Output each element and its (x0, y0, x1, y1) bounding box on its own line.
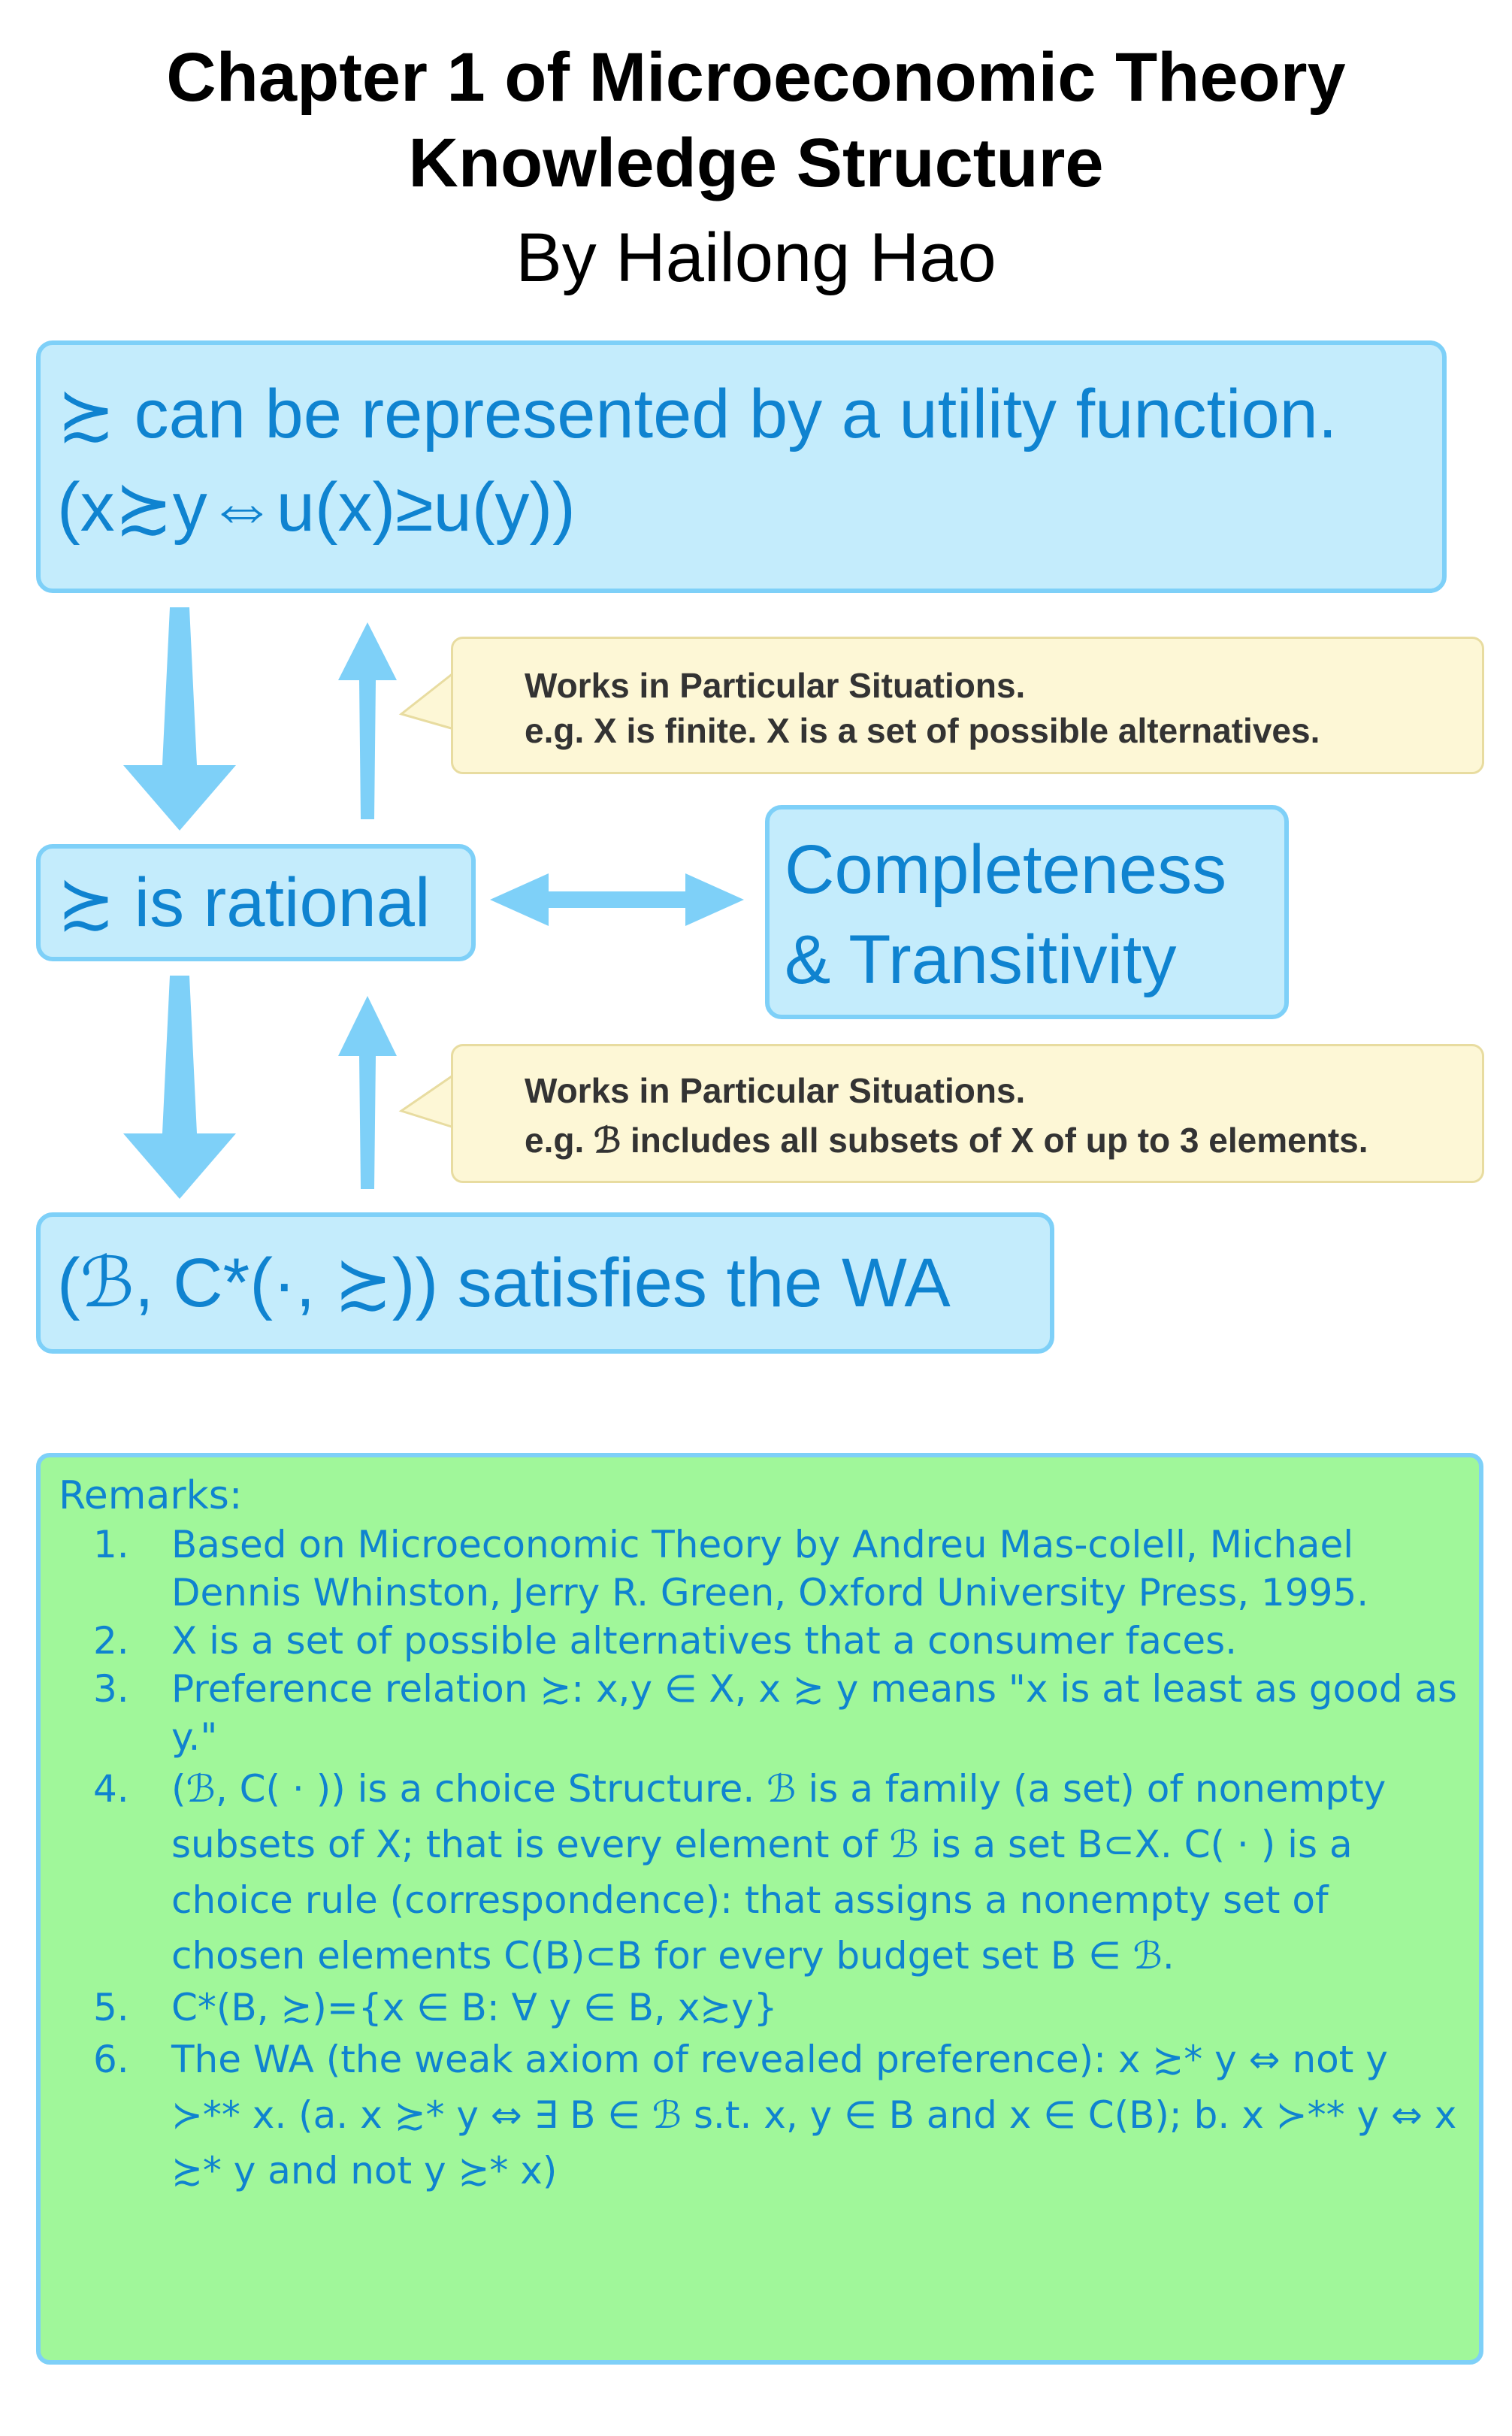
callout2-line2: e.g. ℬ includes all subsets of X of up to 3 elements. (525, 1121, 1368, 1160)
arrow-up-rational-to-utility (338, 622, 397, 819)
remark-number: 1. (93, 1523, 129, 1566)
remark-text: Preference relation ≿: x,y ∈ X, x ≿ y means "x is at least as good as y." (171, 1667, 1458, 1759)
remark-text: X is a set of possible alternatives that a consumer faces. (171, 1619, 1238, 1663)
remark-number: 5. (93, 1986, 129, 2029)
callout1-line2: e.g. X is finite. X is a set of possible alternatives. (525, 711, 1320, 750)
remark-item (59, 1665, 1461, 1761)
remark-item (59, 1617, 1461, 1665)
diagram-title-line2: Knowledge Structure (408, 125, 1104, 201)
callout-subsets-case (451, 1044, 1484, 1183)
remark-number: 4. (93, 1767, 129, 1811)
diagram-title-line1: Chapter 1 of Microeconomic Theory (166, 39, 1346, 116)
node-completeness-transitivity (765, 805, 1289, 1019)
callout2-line1: Works in Particular Situations. (525, 1071, 1026, 1110)
callout-tail-1 (401, 673, 454, 729)
remark-item (59, 1761, 1461, 1984)
wa-label: (ℬ, C*(·, ≿)) satisfies the WA (57, 1245, 951, 1321)
node-utility-representation (36, 340, 1447, 593)
completeness-line1: Completeness (785, 831, 1227, 908)
node-weak-axiom (36, 1212, 1054, 1354)
arrow-down-utility-to-rational (123, 607, 236, 831)
completeness-line2: & Transitivity (785, 921, 1177, 998)
remark-text: (ℬ, C( · )) is a choice Structure. ℬ is a family (a set) of nonempty subsets of X; that is every element of ℬ is a set B⊂X. C( · ) is a choice rule (correspondence): that assigns a nonempty set of chosen elements C(B)⊂B for every budget set B ∈ ℬ. (171, 1767, 1387, 1978)
remark-text: Based on Microeconomic Theory by Andreu Mas-colell, Michael Dennis Whinston, Jerry R. Green, Oxford University Press, 1995. (171, 1523, 1369, 1614)
remark-item (59, 2032, 1461, 2198)
remarks-heading: Remarks: (59, 1473, 243, 1518)
remark-number: 2. (93, 1619, 129, 1663)
author-line: By Hailong Hao (516, 219, 996, 296)
remark-text: C*(B, ≿)={x ∈ B: ∀ y ∈ B, x≿y} (171, 1986, 778, 2029)
remark-number: 6. (93, 2038, 129, 2081)
callout1-line1: Works in Particular Situations. (525, 666, 1026, 705)
arrow-up-wa-to-rational (338, 996, 397, 1189)
callout-tail-2 (401, 1075, 454, 1127)
remarks-panel (36, 1453, 1483, 2365)
remark-number: 3. (93, 1667, 129, 1711)
rational-label: ≿ is rational (57, 864, 431, 941)
node-rational (36, 844, 476, 961)
remark-item (59, 1521, 1461, 1617)
remark-text: The WA (the weak axiom of revealed preference): x ≿* y ⇔ not y ≻** x. (a. x ≿* y ⇔ ∃ B ∈ ℬ s.t. x, y ∈ B and x ∈ C(B); b. x ≻** y ⇔ x ≿* y and not y ≿* x) (171, 2038, 1457, 2192)
utility-line2: (x≿y⇔u(x)≥u(y)) (57, 469, 576, 546)
utility-line1: ≿ can be represented by a utility function. (57, 376, 1338, 452)
callout-finite-case (451, 637, 1484, 774)
remark-item (59, 1984, 1461, 2032)
arrow-double-rational-completeness (490, 873, 744, 926)
arrow-down-rational-to-wa (123, 976, 236, 1199)
